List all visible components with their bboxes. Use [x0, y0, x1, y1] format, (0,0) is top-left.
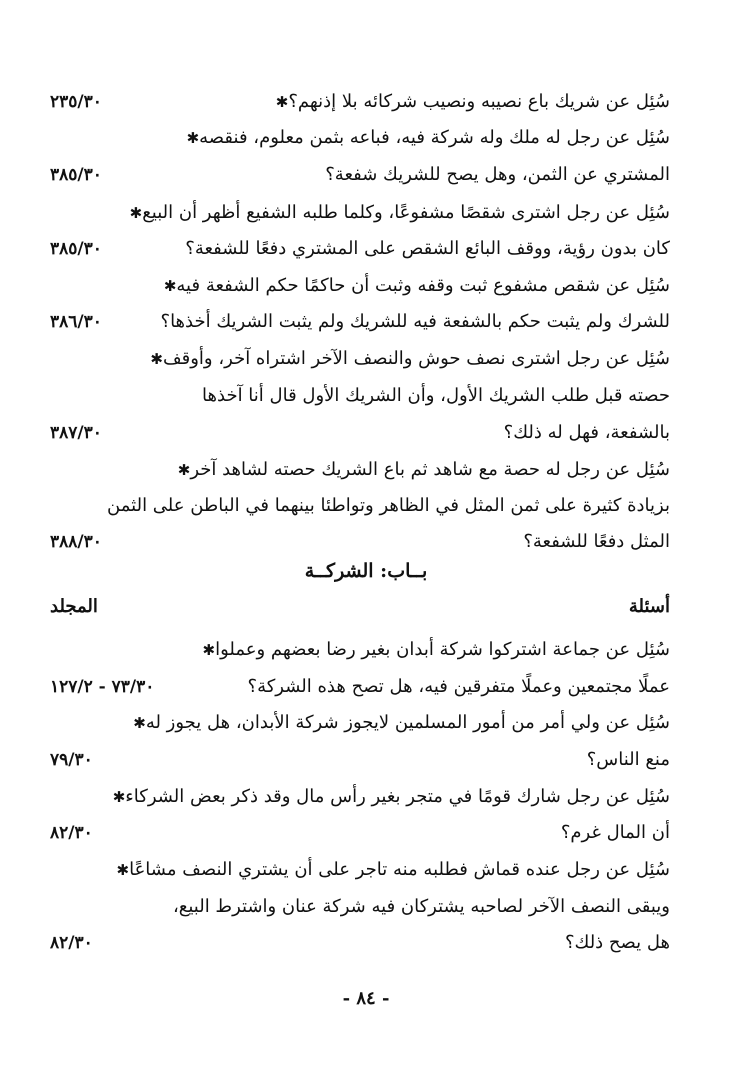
volume-page-ref: ٣٨٧/٣٠ — [50, 423, 102, 443]
column-header-questions: أسئلة — [628, 596, 670, 617]
volume-page-ref: ٣٨٨/٣٠ — [50, 532, 102, 552]
entry-text: منع الناس؟ — [586, 749, 670, 770]
entry-text: سُئِل عن رجل شارك قومًا في متجر بغير رأس مال وقد ذكر بعض الشركاء — [125, 786, 670, 807]
entry-line — [50, 193, 670, 233]
entry-line — [50, 413, 670, 453]
entry-line — [50, 376, 670, 416]
entry-line — [50, 887, 670, 927]
volume-page-ref: ٣٨٦/٣٠ — [50, 312, 102, 332]
entry-text: سُئِل عن رجل اشترى شقصًا مشفوعًا، وكلما طلبه الشفيع أظهر أن البيع — [142, 202, 670, 223]
entry-line — [50, 450, 670, 490]
bullet-asterisk: ✱ — [186, 129, 200, 147]
bullet-asterisk: ✱ — [163, 277, 177, 295]
volume-page-ref: ٢٣٥/٣٠ — [50, 92, 102, 112]
entry-text: المشتري عن الثمن، وهل يصح للشريك شفعة؟ — [325, 164, 670, 185]
entry-text: أن المال غرم؟ — [560, 822, 670, 843]
page-number: - ٨٤ - — [342, 988, 390, 1009]
entry-line — [50, 302, 670, 342]
entry-line — [50, 229, 670, 269]
entry-text: عملًا مجتمعين وعملًا متفرقين فيه، هل تصح هذه الشركة؟ — [247, 676, 670, 697]
volume-page-ref: ٨٢/٣٠ — [50, 823, 93, 843]
entry-text: كان بدون رؤية، ووقف البائع الشقص على المشتري دفعًا للشفعة؟ — [185, 238, 670, 259]
entry-line — [50, 630, 670, 670]
bullet-asterisk: ✱ — [116, 861, 130, 879]
entry-text: سُئِل عن شريك باع نصيبه ونصيب شركائه بلا إذنهم؟ — [288, 91, 670, 112]
entry-line — [50, 777, 670, 817]
entry-line — [50, 813, 670, 853]
entry-text: للشرك ولم يثبت حكم بالشفعة فيه للشريك ولم يثبت الشريك أخذها؟ — [160, 311, 670, 332]
column-header-volume: المجلد — [50, 596, 98, 617]
entry-text: ويبقى النصف الآخر لصاحبه يشتركان فيه شركة عنان واشترط البيع، — [172, 896, 670, 917]
entry-text: سُئِل عن رجل اشترى نصف حوش والنصف الآخر اشتراه آخر، وأوقف — [163, 348, 670, 369]
entry-line — [50, 486, 670, 526]
volume-page-ref: ٧٣/٣٠ - ١٢٧/٢ — [50, 677, 155, 697]
entry-line — [50, 667, 670, 707]
entry-line — [50, 266, 670, 306]
entry-line — [50, 850, 670, 890]
entry-line — [50, 155, 670, 195]
bullet-asterisk: ✱ — [112, 788, 126, 806]
volume-page-ref: ٧٩/٣٠ — [50, 750, 93, 770]
bullet-asterisk: ✱ — [177, 461, 191, 479]
volume-page-ref: ٣٨٥/٣٠ — [50, 239, 102, 259]
entry-line — [50, 82, 670, 122]
entry-text: بالشفعة، فهل له ذلك؟ — [503, 422, 670, 443]
bullet-asterisk: ✱ — [275, 93, 289, 111]
entry-line — [50, 522, 670, 562]
entry-line — [50, 118, 670, 158]
entry-text: بزيادة كثيرة على ثمن المثل في الظاهر وتواطئا بينهما في الباطن على الثمن — [107, 495, 670, 516]
entry-text: حصته قبل طلب الشريك الأول، وأن الشريك الأول قال أنا آخذها — [202, 385, 670, 406]
entry-text: هل يصح ذلك؟ — [564, 932, 670, 953]
bullet-asterisk: ✱ — [133, 714, 146, 732]
section-heading: بــاب: الشركــة — [304, 560, 428, 582]
volume-page-ref: ٨٢/٣٠ — [50, 933, 93, 953]
entry-line — [50, 339, 670, 379]
entry-text: المثل دفعًا للشفعة؟ — [523, 531, 670, 552]
entry-line — [50, 703, 670, 743]
entry-text: سُئِل عن شقص مشفوع ثبت وقفه وثبت أن حاكمًا حكم الشفعة فيه — [176, 275, 670, 296]
entry-text: سُئِل عن رجل له حصة مع شاهد ثم باع الشريك حصته لشاهد آخر — [190, 459, 670, 480]
volume-page-ref: ٣٨٥/٣٠ — [50, 165, 102, 185]
entry-text: سُئِل عن رجل عنده قماش فطلبه منه تاجر على أن يشتري النصف مشاعًا — [129, 859, 670, 880]
bullet-asterisk: ✱ — [129, 204, 143, 222]
bullet-asterisk: ✱ — [202, 641, 216, 659]
entry-text: سُئِل عن جماعة اشتركوا شركة أبدان بغير رضا بعضهم وعملوا — [215, 639, 670, 660]
entry-line — [50, 923, 670, 963]
entry-line — [50, 740, 670, 780]
entry-text: سُئِل عن ولي أمر من أمور المسلمين لايجوز شركة الأبدان، هل يجوز له — [145, 712, 670, 733]
bullet-asterisk: ✱ — [150, 350, 163, 368]
entry-text: سُئِل عن رجل له ملك وله شركة فيه، فباعه بثمن معلوم، فنقصه — [199, 127, 670, 148]
